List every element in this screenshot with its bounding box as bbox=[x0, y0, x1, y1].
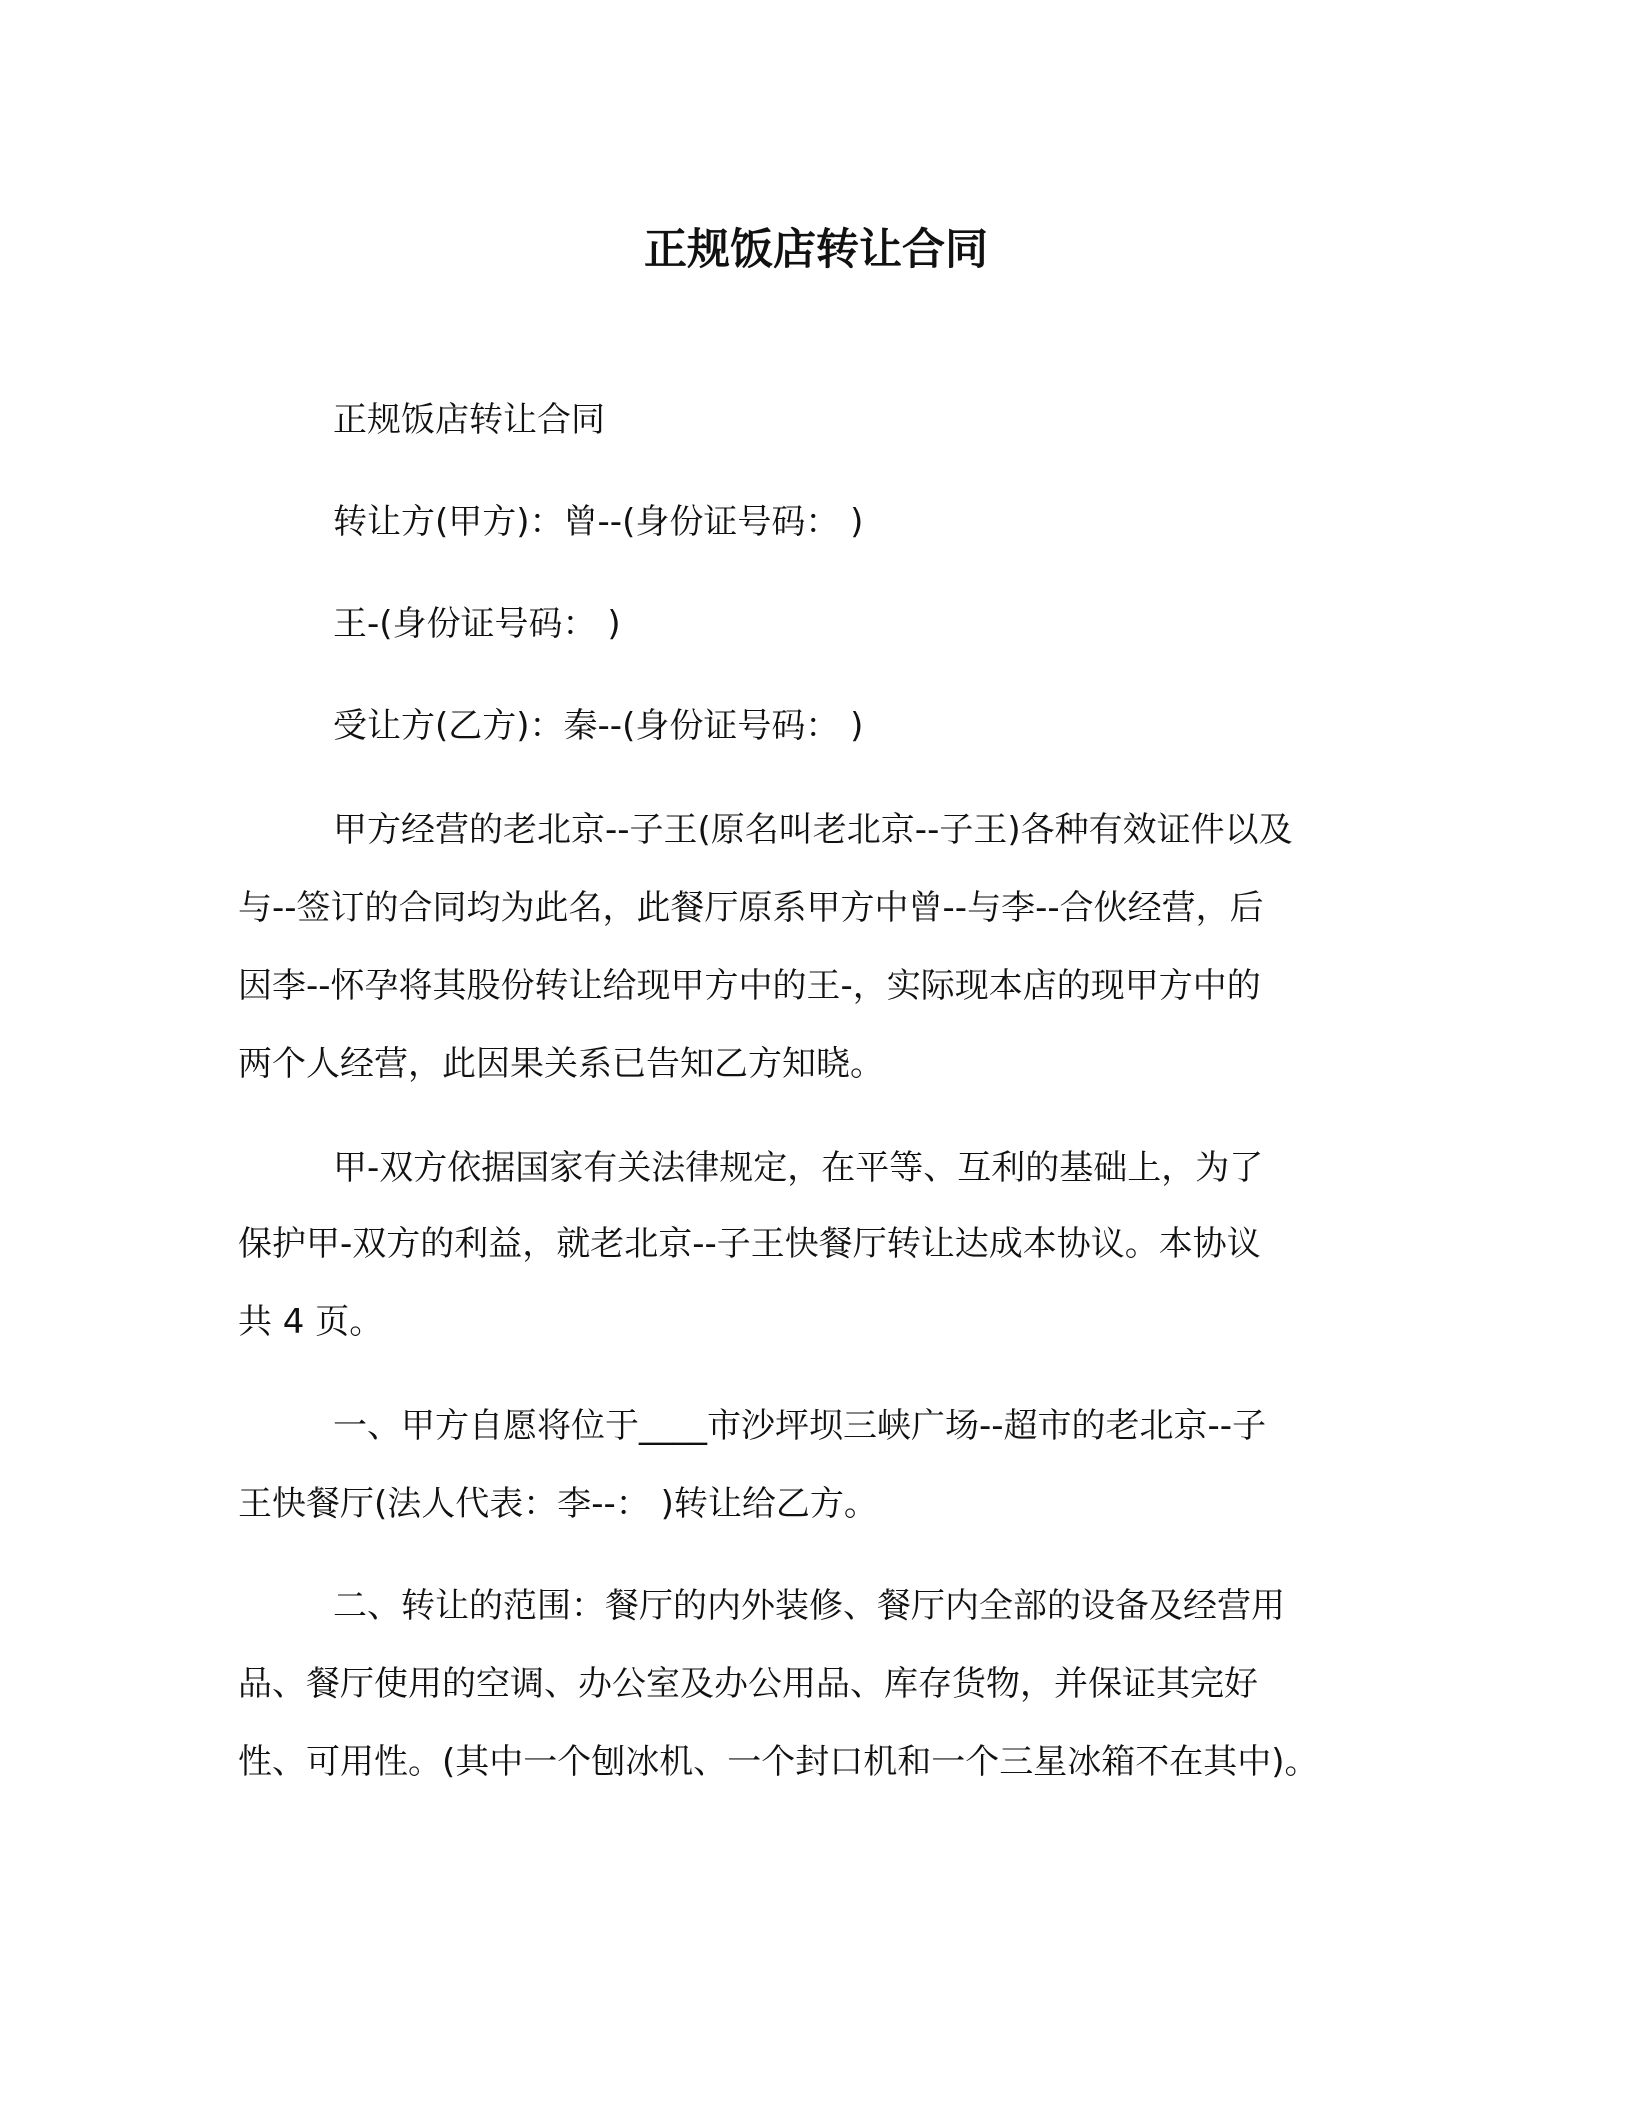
paragraph-line: 保护甲-双方的利益，就老北京--子王快餐厅转让达成本协议。本协议 bbox=[238, 1224, 1261, 1264]
paragraph-line: 甲方经营的老北京--子王(原名叫老北京--子王)各种有效证件以及 bbox=[333, 810, 1293, 850]
paragraph-line: 王快餐厅(法人代表：李--： )转让给乙方。 bbox=[238, 1484, 878, 1524]
transferor-line: 转让方(甲方)：曾--(身份证号码： ) bbox=[333, 502, 864, 542]
paragraph-line: 两个人经营，此因果关系已告知乙方知晓。 bbox=[238, 1044, 884, 1084]
paragraph-line: 因李--怀孕将其股份转让给现甲方中的王-，实际现本店的现甲方中的 bbox=[238, 966, 1261, 1006]
contract-subtitle: 正规饭店转让合同 bbox=[333, 400, 605, 440]
transferor-second-line: 王-(身份证号码： ) bbox=[333, 604, 621, 644]
paragraph-line: 一、甲方自愿将位于____市沙坪坝三峡广场--超市的老北京--子 bbox=[333, 1406, 1267, 1446]
document-title: 正规饭店转让合同 bbox=[644, 225, 988, 275]
paragraph-line: 共 4 页。 bbox=[238, 1302, 384, 1342]
paragraph-line: 与--签订的合同均为此名，此餐厅原系甲方中曾--与李--合伙经营，后 bbox=[238, 888, 1264, 928]
paragraph-line: 二、转让的范围：餐厅的内外装修、餐厅内全部的设备及经营用 bbox=[333, 1586, 1285, 1626]
transferee-line: 受让方(乙方)：秦--(身份证号码： ) bbox=[333, 706, 864, 746]
paragraph-line: 品、餐厅使用的空调、办公室及办公用品、库存货物，并保证其完好 bbox=[238, 1664, 1258, 1704]
paragraph-line: 甲-双方依据国家有关法律规定，在平等、互利的基础上，为了 bbox=[333, 1148, 1264, 1188]
paragraph-line: 性、可用性。(其中一个刨冰机、一个封口机和一个三星冰箱不在其中)。 bbox=[238, 1742, 1319, 1782]
